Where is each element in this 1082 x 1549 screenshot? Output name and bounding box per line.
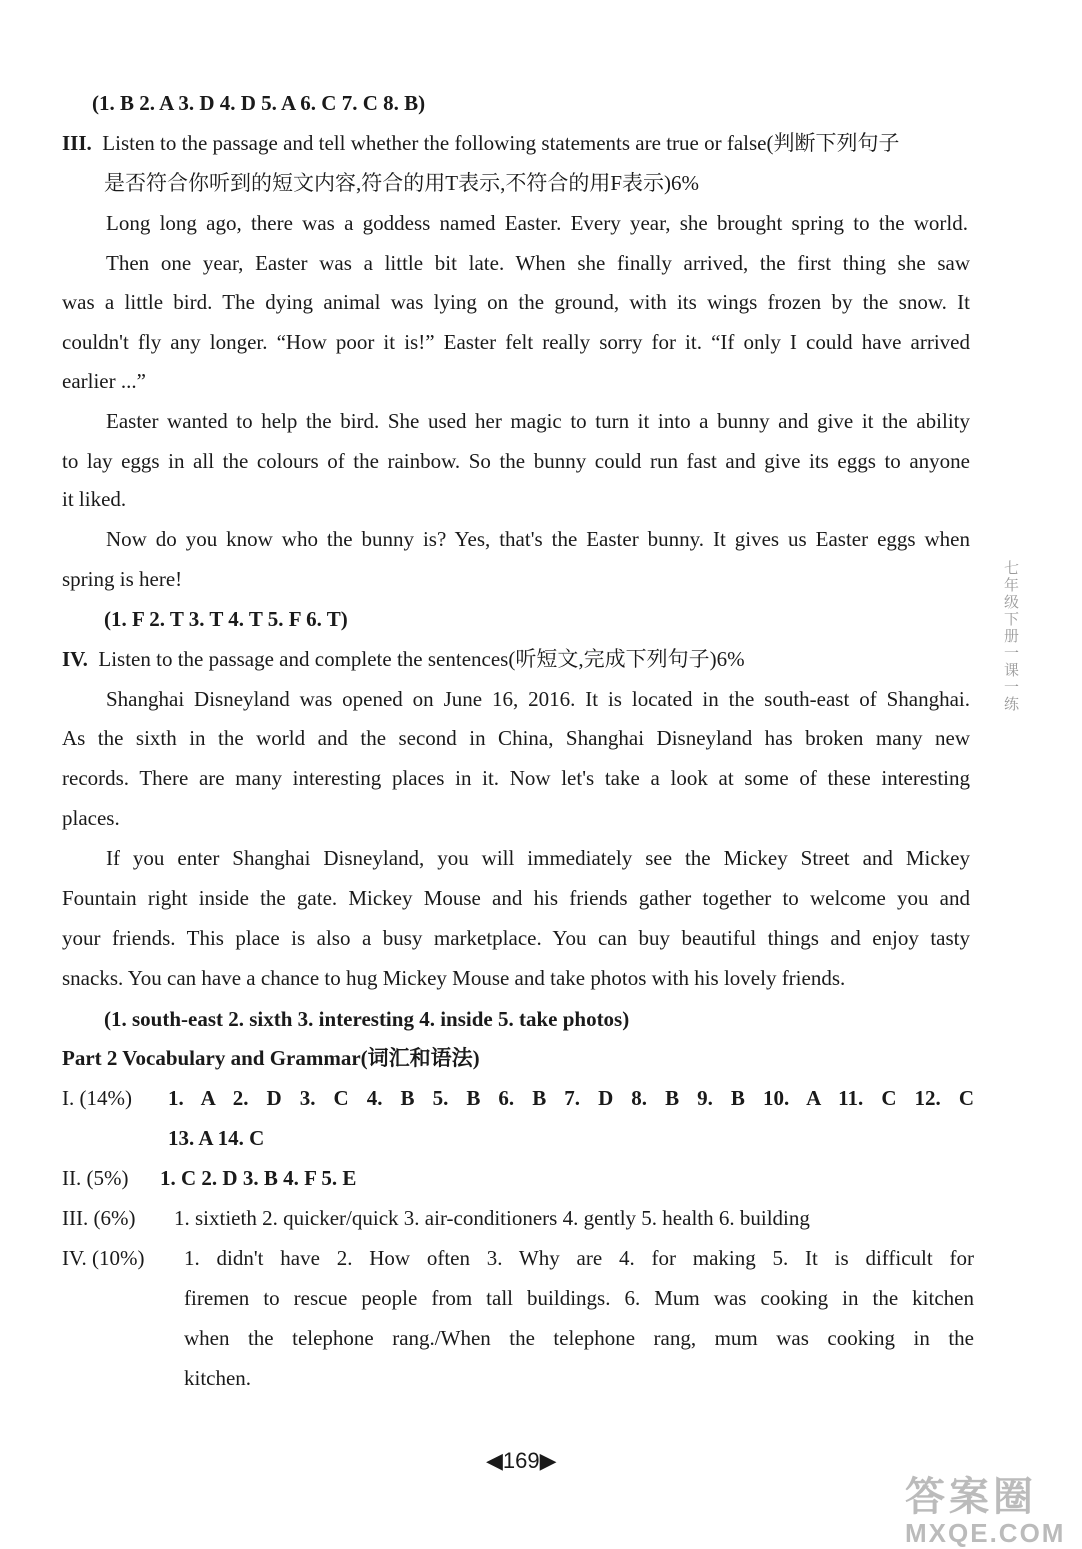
listening-answers-ii: (1. B 2. A 3. D 4. D 5. A 6. C 7. C 8. B) — [92, 91, 426, 115]
part2-q1-label: I. (14%) — [62, 1086, 132, 1110]
part2-q1-answers-2: 13. A 14. C — [168, 1126, 265, 1150]
section-iv-number: IV. — [62, 647, 88, 671]
passage-iv-line: Shanghai Disneyland was opened on June 16, 2016. It is located in the south-east of Shanghai. — [106, 687, 970, 711]
passage-iv-line: records. There are many interesting places in it. Now let's take a look at some of these interesting — [62, 766, 970, 790]
section-iii-number: III. — [62, 131, 92, 155]
passage-iii-line: Now do you know who the bunny is? Yes, that's the Easter bunny. It gives us Easter eggs when — [106, 527, 970, 551]
section-iv-title: Listen to the passage and complete the sentences(听短文,完成下列句子)6% — [98, 647, 745, 671]
passage-iii-line: Long long ago, there was a goddess named Easter. Every year, she brought spring to the world. — [106, 211, 968, 235]
part2-q4-answers: firemen to rescue people from tall buildings. 6. Mum was cooking in the kitchen — [184, 1286, 974, 1310]
passage-iii-line: was a little bird. The dying animal was lying on the ground, with its wings frozen by the snow. It — [62, 290, 970, 314]
part2-q3-label: III. (6%) — [62, 1206, 136, 1230]
section-iii-heading — [62, 128, 899, 158]
section-iii-title-line2: 是否符合你听到的短文内容,符合的用T表示,不符合的用F表示)6% — [104, 171, 699, 195]
page-number: ◀169▶ — [486, 1448, 557, 1473]
passage-iv-line: As the sixth in the world and the second in China, Shanghai Disneyland has broken many new — [62, 726, 970, 750]
answers-iv: (1. south-east 2. sixth 3. interesting 4. inside 5. take photos) — [104, 1007, 630, 1031]
passage-iv-line: your friends. This place is also a busy marketplace. You can buy beautiful things and enjoy tasty — [62, 926, 970, 950]
part2-q3-answers: 1. sixtieth 2. quicker/quick 3. air-conditioners 4. gently 5. health 6. building — [174, 1206, 810, 1230]
part2-q4-answers: when the telephone rang./When the telephone rang, mum was cooking in the — [184, 1326, 974, 1350]
passage-iii-line: it liked. — [62, 487, 127, 511]
passage-iii-line: spring is here! — [62, 567, 183, 591]
section-iv-heading — [62, 644, 745, 674]
answers-iii: (1. F 2. T 3. T 4. T 5. F 6. T) — [104, 607, 348, 631]
part2-q4-answers: kitchen. — [184, 1366, 252, 1390]
section-iii-title-line1: Listen to the passage and tell whether the following statements are true or false(判断下列句子 — [102, 131, 900, 155]
passage-iii-line: Easter wanted to help the bird. She used her magic to turn it into a bunny and give it the ability — [106, 409, 970, 433]
passage-iv-line: If you enter Shanghai Disneyland, you will immediately see the Mickey Street and Mickey — [106, 846, 970, 870]
part2-title: Part 2 Vocabulary and Grammar(词汇和语法) — [62, 1046, 480, 1070]
passage-iv-line: snacks. You can have a chance to hug Mickey Mouse and take photos with his lovely friends. — [62, 966, 846, 990]
watermark-logo — [905, 1465, 1065, 1549]
watermark-line2: MXQE.COM — [905, 1518, 1066, 1548]
passage-iii-line: Then one year, Easter was a little bit late. When she finally arrived, the first thing she saw — [106, 251, 970, 275]
part2-q4-answers: 1. didn't have 2. How often 3. Why are 4. for making 5. It is difficult for — [184, 1246, 974, 1270]
watermark-line1: 答案圈 — [905, 1475, 1037, 1519]
passage-iii-line: couldn't fly any longer. “How poor it is!” Easter felt really sorry for it. “If only I could have arrived — [62, 330, 970, 354]
part2-q2-label: II. (5%) — [62, 1166, 129, 1190]
part2-q2-answers: 1. C 2. D 3. B 4. F 5. E — [160, 1166, 357, 1190]
part2-q1-answers: 1. A 2. D 3. C 4. B 5. B 6. B 7. D 8. B 9. B 10. A 11. C 12. C — [168, 1086, 974, 1110]
passage-iv-line: places. — [62, 806, 120, 830]
passage-iii-line: earlier ...” — [62, 369, 146, 393]
side-running-title: 七年级下册一课一练 — [1002, 560, 1018, 713]
part2-q4-label: IV. (10%) — [62, 1246, 145, 1270]
passage-iv-line: Fountain right inside the gate. Mickey Mouse and his friends gather together to welcome you and — [62, 886, 970, 910]
passage-iii-line: to lay eggs in all the colours of the rainbow. So the bunny could run fast and give its eggs to anyone — [62, 449, 970, 473]
